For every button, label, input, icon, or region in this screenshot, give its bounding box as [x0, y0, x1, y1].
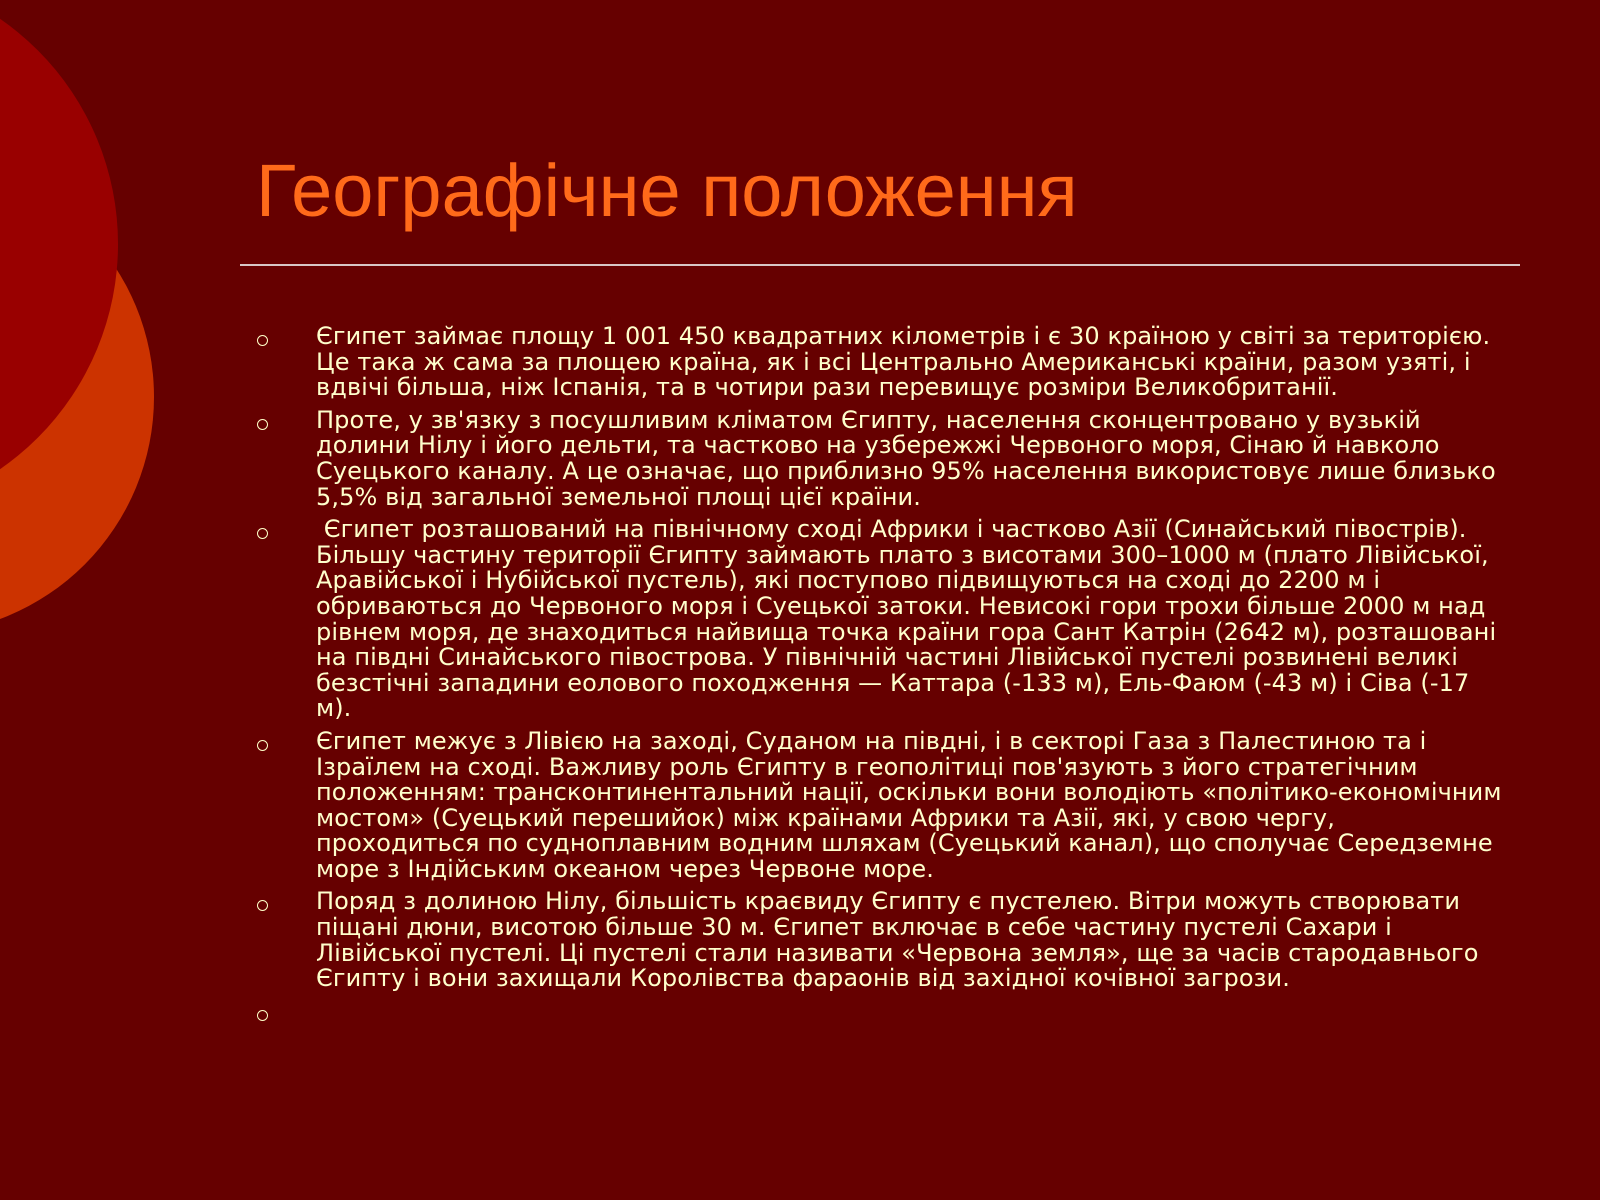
hollow-circle-bullet-icon — [257, 1010, 268, 1021]
bullet-list — [254, 324, 1504, 1032]
list-item — [254, 517, 1504, 722]
bullet-text: Єгипет розташований на північному сході Африки і частково Азії (Синайський півострів). Більшу частину території Єгипту займають плато з висотами 300–1000 м (плато Лівійської, Аравійської і Нубійської пустель), які поступово підвищуються на сході до 2200 м і обриваються до Червоного моря і Суецької затоки. Невисокі гори трохи більше 2000 м над рівнем моря, де знаходиться найвища точка країни гора Сант Катрін (2642 м), розташовані на півдні Синайського півострова. У північній частині Лівійської пустелі розвинені великі безстічні западини еолового походження — Каттара (-133 м), Ель-Фаюм (-43 м) і Сіва (-17 м). — [316, 515, 1504, 723]
hollow-circle-bullet-icon — [257, 528, 268, 539]
list-item — [254, 726, 1504, 883]
empty-list-item — [254, 999, 1504, 1025]
list-item — [254, 889, 1504, 991]
title-divider — [240, 264, 1520, 266]
hollow-circle-bullet-icon — [257, 419, 268, 430]
bullet-text: Єгипет межує з Лівією на заході, Суданом на півдні, і в секторі Газа з Палестиною та і Ізраїлем на сході. Важливу роль Єгипту в геополітиці пов'язують з його стратегічним положенням: трансконтинентальний нації, оскільки вони володіють «політико-економічним мостом» (Суецький перешийок) між країнами Африки та Азії, які, у свою чергу, проходиться по судноплавним водним шляхам (Суецький канал), що сполучає Середземне море з Індійським океаном через Червоне море. — [316, 726, 1502, 883]
bullet-text: Поряд з долиною Нілу, більшість краєвиду Єгипту є пустелею. Вітри можуть створювати піщані дюни, висотою більше 30 м. Єгипет включає в себе частину пустелі Сахари і Лівійської пустелі. Ці пустелі стали називати «Червона земля», ще за часів стародавнього Єгипту і вони захищали Королівства фараонів від західної кочівної загрози. — [316, 887, 1479, 993]
slide-title: Географічне положення — [256, 149, 1078, 232]
hollow-circle-bullet-icon — [257, 900, 268, 911]
list-item — [254, 405, 1504, 511]
bullet-text: Єгипет займає площу 1 001 450 квадратних кілометрів і є 30 країною у світі за територією. Це така ж сама за площею країна, як і всі Центрально Американські країни, разом узяті, і вдвічі більша, ніж Іспанія, та в чотири рази перевищує розміри Великобританії. — [316, 322, 1491, 402]
bullet-text: Проте, у зв'язку з посушливим кліматом Єгипту, населення сконцентровано у вузькій долини Нілу і його дельти, та частково на узбережжі Червоного моря, Сінаю й навколо Суецького каналу. А це означає, що приблизно 95% населення використовує лише близько 5,5% від загальної земельної площі цієї країни. — [316, 405, 1496, 511]
list-item — [254, 324, 1504, 401]
hollow-circle-bullet-icon — [257, 740, 268, 751]
hollow-circle-bullet-icon — [257, 335, 268, 346]
